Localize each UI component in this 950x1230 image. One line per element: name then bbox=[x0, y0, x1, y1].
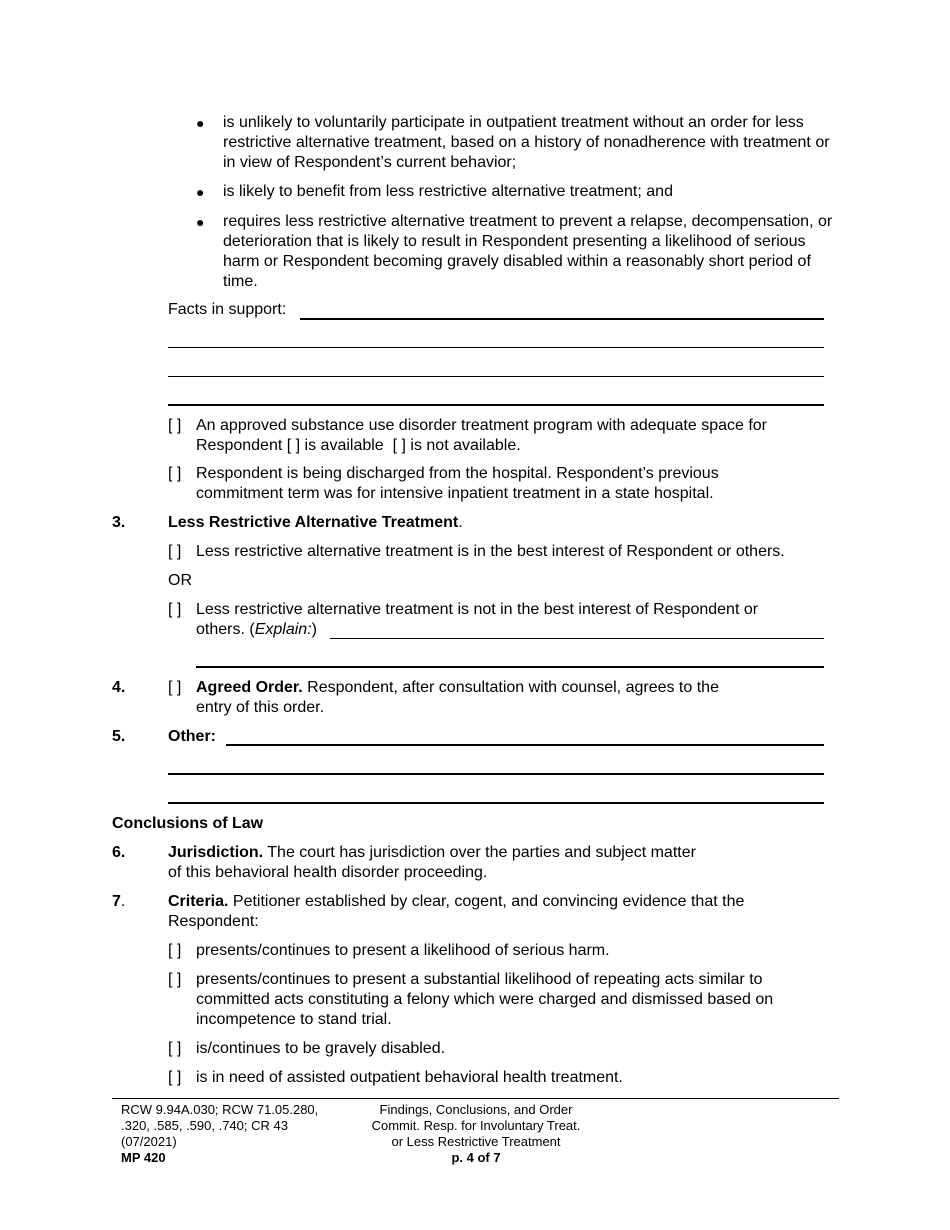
footer-title-line3: or Less Restrictive Treatment bbox=[391, 1134, 561, 1149]
criteria-line1 bbox=[168, 892, 744, 912]
felony-acts-line2: committed acts constituting a felony which were charged and dismissed based on bbox=[196, 991, 774, 1008]
assisted-outpatient-label: is in need of assisted outpatient behavioral health treatment. bbox=[196, 1069, 623, 1086]
gravely-disabled-checkbox[interactable]: [ ] bbox=[168, 1040, 182, 1057]
bullet-text-2: is likely to benefit from less restrictive alternative treatment; and bbox=[223, 183, 673, 200]
felony-acts-line1: presents/continues to present a substantial likelihood of repeating acts similar to bbox=[196, 971, 763, 988]
footer-center bbox=[346, 1102, 606, 1166]
serious-harm-label: presents/continues to present a likelihood of serious harm. bbox=[196, 942, 610, 959]
agreed-order-line1 bbox=[196, 678, 719, 698]
section-3-title: Less Restrictive Alternative Treatment bbox=[168, 514, 459, 531]
section-5-number: 5. bbox=[112, 728, 126, 745]
jurisdiction-line1 bbox=[168, 843, 696, 863]
not-available-label: is not available. bbox=[410, 437, 521, 454]
facts-input-line[interactable] bbox=[168, 376, 824, 377]
section-7-num: 7 bbox=[112, 893, 121, 910]
other-label: Other: bbox=[168, 728, 216, 745]
facts-input-line[interactable] bbox=[300, 318, 824, 320]
lra-not-best-line2 bbox=[196, 620, 317, 640]
facts-label: Facts in support: bbox=[168, 301, 287, 318]
jurisdiction-title: Jurisdiction. bbox=[168, 844, 264, 861]
footer-rcw-line1: RCW 9.94A.030; RCW 71.05.280, bbox=[121, 1102, 319, 1117]
bullet-dot: ● bbox=[196, 214, 205, 230]
lra-not-best-interest-checkbox[interactable]: [ ] bbox=[168, 601, 182, 618]
footer-page-number: p. 4 of 7 bbox=[451, 1150, 501, 1165]
bullet-text-1: is unlikely to voluntarily participate in outpatient treatment without an order for less restrictive alternative treatment, based on a history of nonadherence with treatment or in view of Respondent’s current behavior; bbox=[223, 114, 830, 171]
footer-divider bbox=[112, 1098, 839, 1099]
facts-input-line[interactable] bbox=[168, 404, 824, 406]
jurisdiction-line2: of this behavioral health disorder proceeding. bbox=[168, 864, 488, 881]
gravely-disabled-label: is/continues to be gravely disabled. bbox=[196, 1040, 446, 1057]
criteria-text: Petitioner established by clear, cogent, and convincing evidence that the bbox=[228, 893, 745, 910]
sud-respondent: Respondent bbox=[196, 437, 283, 454]
facts-input-line[interactable] bbox=[168, 347, 824, 348]
agreed-order-text: Respondent, after consultation with counsel, agrees to the bbox=[302, 679, 719, 696]
felony-acts-checkbox[interactable]: [ ] bbox=[168, 971, 182, 988]
criteria-line2: Respondent: bbox=[168, 913, 259, 930]
lra-not-best-line1: Less restrictive alternative treatment is not in the best interest of Respondent or bbox=[196, 601, 759, 618]
assisted-outpatient-checkbox[interactable]: [ ] bbox=[168, 1069, 182, 1086]
conclusions-heading: Conclusions of Law bbox=[112, 815, 264, 832]
not-available-checkbox[interactable]: [ ] bbox=[392, 437, 406, 454]
footer-title-line2: Commit. Resp. for Involuntary Treat. bbox=[371, 1118, 581, 1133]
discharged-checkbox[interactable]: [ ] bbox=[168, 465, 182, 482]
discharged-line2: commitment term was for intensive inpatient treatment in a state hospital. bbox=[196, 485, 714, 502]
section-4-number: 4. bbox=[112, 679, 126, 696]
section-3-title-end: . bbox=[458, 514, 463, 531]
jurisdiction-text: The court has jurisdiction over the parties and subject matter bbox=[263, 844, 696, 861]
other-input-line[interactable] bbox=[168, 773, 824, 775]
other-input-line[interactable] bbox=[226, 744, 824, 746]
explain-input-line[interactable] bbox=[196, 666, 824, 668]
agreed-order-title: Agreed Order. bbox=[196, 679, 303, 696]
criteria-title: Criteria. bbox=[168, 893, 229, 910]
bullet-text-3: requires less restrictive alternative treatment to prevent a relapse, decompensation, or deterioration that is likely to result in Respondent presenting a likelihood of serious harm or Respondent becoming gravely disabled within a reasonably short period of time. bbox=[223, 213, 833, 290]
discharged-line1: Respondent is being discharged from the hospital. Respondent’s previous bbox=[196, 465, 719, 482]
explain-suffix: ) bbox=[311, 621, 317, 638]
footer-title-line1: Findings, Conclusions, and Order bbox=[379, 1102, 573, 1117]
section-6-number: 6. bbox=[112, 844, 126, 861]
section-3-number: 3. bbox=[112, 514, 126, 531]
footer-left bbox=[121, 1102, 318, 1166]
lra-best-interest-label: Less restrictive alternative treatment is in the best interest of Respondent or others. bbox=[196, 543, 785, 560]
serious-harm-checkbox[interactable]: [ ] bbox=[168, 942, 182, 959]
felony-acts-line3: incompetence to stand trial. bbox=[196, 1011, 392, 1028]
bullet-dot: ● bbox=[196, 184, 205, 200]
section-7-number bbox=[112, 892, 125, 912]
available-label: is available bbox=[304, 437, 384, 454]
sud-line2 bbox=[196, 436, 521, 456]
sud-line1: An approved substance use disorder treatment program with adequate space for bbox=[196, 417, 767, 434]
sud-checkbox[interactable]: [ ] bbox=[168, 417, 182, 434]
other-input-line[interactable] bbox=[168, 802, 824, 804]
explain-input-line[interactable] bbox=[330, 638, 824, 639]
footer-form-id: MP 420 bbox=[121, 1150, 166, 1165]
bullet-dot: ● bbox=[196, 115, 205, 131]
section-7-dot: . bbox=[120, 893, 126, 910]
agreed-order-line2: entry of this order. bbox=[196, 699, 325, 716]
explain-prefix: others. ( bbox=[196, 621, 255, 638]
agreed-order-checkbox[interactable]: [ ] bbox=[168, 679, 182, 696]
lra-best-interest-checkbox[interactable]: [ ] bbox=[168, 543, 182, 560]
section-3-heading bbox=[168, 513, 463, 533]
footer-date: (07/2021) bbox=[121, 1134, 177, 1149]
footer-rcw-line2: .320, .585, .590, .740; CR 43 bbox=[121, 1118, 288, 1133]
or-label: OR bbox=[168, 572, 192, 589]
available-checkbox[interactable]: [ ] bbox=[286, 437, 301, 454]
explain-label: Explain: bbox=[254, 621, 312, 638]
